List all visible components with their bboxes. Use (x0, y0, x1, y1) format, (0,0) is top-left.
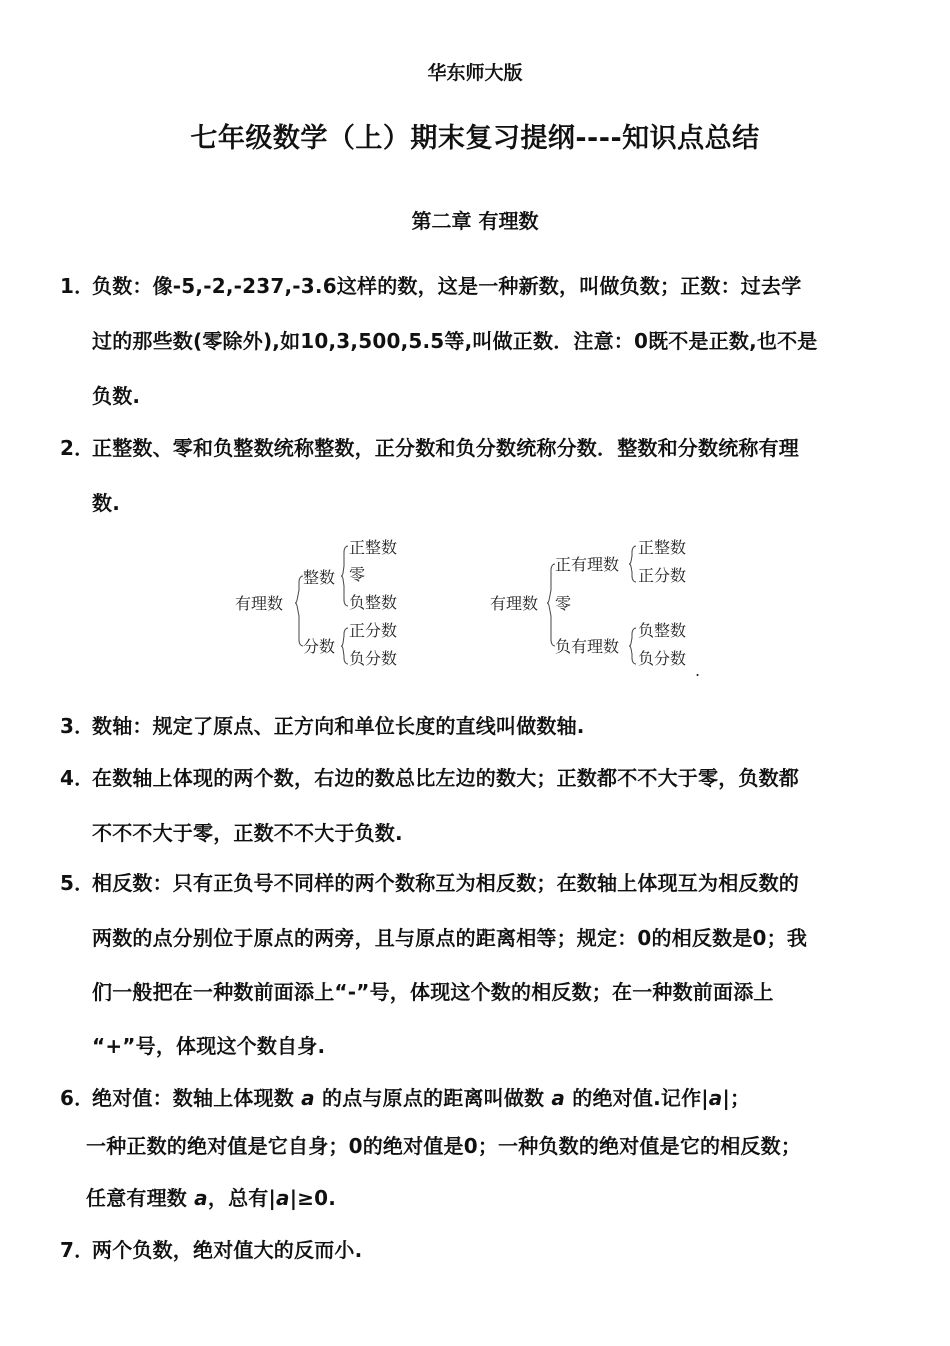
left-b1-item-1: 正整数 (349, 538, 398, 557)
right-zero-label: 零 (555, 594, 572, 613)
page-title: 七年级数学（上）期末复习提纲----知识点总结 (190, 123, 760, 154)
left-b1-item-2: 零 (349, 565, 366, 584)
item-2-line-1 (60, 432, 799, 461)
item-6-text-1c: 的绝对值.记作| (565, 1086, 709, 1110)
item-2-number: 2． (60, 436, 95, 460)
item-1-line-1 (60, 270, 801, 299)
right-root-label: 有理数 (490, 594, 539, 613)
item-5-number: 5． (60, 871, 95, 895)
diagram-period: . (695, 661, 701, 680)
item-2-text-1: 正整数、零和负整数统称整数，正分数和负分数统称分数．整数和分数统称有理 (92, 436, 799, 460)
chapter-heading: 第二章 有理数 (411, 209, 539, 233)
variable-a: a (194, 1186, 208, 1210)
left-branch-1-label: 整数 (303, 568, 336, 587)
variable-a: a (275, 1186, 290, 1210)
variable-a: a (708, 1086, 723, 1110)
item-5-line-1 (60, 867, 799, 896)
right-b2-item-2: 负分数 (638, 649, 687, 668)
publisher-label: 华东师大版 (427, 62, 523, 84)
right-b1-brace-bottom (629, 564, 636, 582)
item-1-text-1: 负数：像-5,-2,-237,-3.6这样的数，这是一种新数，叫做负数；正数：过去学 (92, 274, 802, 298)
item-5-text-1: 相反数：只有正负号不同样的两个数称互为相反数；在数轴上体现互为相反数的 (92, 871, 799, 895)
right-b2-brace-top (629, 628, 636, 646)
item-6-text-2: 一种正数的绝对值是它自身；0的绝对值是0；一种负数的绝对值是它的相反数； (86, 1134, 802, 1158)
item-4-text-2: 不不不大于零，正数不不大于负数. (92, 821, 403, 845)
left-branch-2-label: 分数 (303, 637, 336, 656)
item-4-text-1: 在数轴上体现的两个数，右边的数总比左边的数大；正数都不不大于零，负数都 (92, 766, 799, 790)
right-brace-upper (547, 564, 555, 603)
left-b2-item-2: 负分数 (349, 649, 398, 668)
right-b1-brace-top (629, 546, 636, 564)
left-brace-upper (295, 576, 303, 603)
item-1-text-3: 负数. (92, 384, 141, 408)
item-6-text-3c: |≥0. (289, 1186, 337, 1210)
item-6-text-3b: ，总有| (207, 1186, 276, 1210)
item-7-text-1: 两个负数，绝对值大的反而小. (92, 1238, 363, 1262)
left-b2-item-1: 正分数 (349, 621, 398, 640)
item-5-text-2: 两数的点分别位于原点的两旁，且与原点的距离相等；规定：0的相反数是0；我 (92, 926, 808, 950)
right-brace-lower (547, 603, 555, 646)
item-4-line-1 (60, 762, 799, 791)
variable-a: a (301, 1086, 315, 1110)
item-1-number: 1． (60, 274, 95, 298)
item-6-line-1 (60, 1082, 750, 1111)
item-6-text-1a: 绝对值：数轴上体现数 (92, 1086, 302, 1110)
item-1-text-2: 过的那些数(零除外),如10,3,500,5.5等,叫做正数．注意：0既不是正数,也不是 (92, 329, 818, 353)
item-6-text-1d: |； (722, 1086, 751, 1110)
left-b1-brace-top (341, 546, 348, 576)
variable-a: a (551, 1086, 566, 1110)
item-6-number: 6． (60, 1086, 95, 1110)
item-6-text-1b: 的点与原点的距离叫做数 (314, 1086, 552, 1110)
item-5-text-4: “+”号，体现这个数自身. (92, 1034, 326, 1058)
left-root-label: 有理数 (235, 594, 284, 613)
right-b2-brace-bottom (629, 646, 636, 664)
item-6-line-3 (86, 1182, 336, 1211)
rational-number-classification-diagram (225, 530, 725, 690)
left-b1-brace-bottom (341, 576, 348, 606)
right-branch-1-label: 正有理数 (555, 555, 620, 574)
left-b2-brace-bottom (341, 646, 348, 664)
item-3-text-1: 数轴：规定了原点、正方向和单位长度的直线叫做数轴. (92, 714, 585, 738)
left-brace-lower (295, 603, 303, 646)
item-3-line-1 (60, 710, 585, 739)
right-b2-item-1: 负整数 (638, 621, 687, 640)
right-b1-item-1: 正整数 (638, 538, 687, 557)
left-b1-item-3: 负整数 (349, 593, 398, 612)
item-4-number: 4． (60, 766, 95, 790)
item-5-text-3: 们一般把在一种数前面添上“-”号，体现这个数的相反数；在一种数前面添上 (92, 980, 774, 1004)
item-7-line-1 (60, 1234, 362, 1263)
right-b1-item-2: 正分数 (638, 566, 687, 585)
item-3-number: 3． (60, 714, 95, 738)
left-b2-brace-top (341, 628, 348, 646)
item-6-text-3a: 任意有理数 (86, 1186, 195, 1210)
right-branch-2-label: 负有理数 (555, 637, 620, 656)
item-7-number: 7． (60, 1238, 95, 1262)
item-2-text-2: 数. (92, 491, 120, 515)
